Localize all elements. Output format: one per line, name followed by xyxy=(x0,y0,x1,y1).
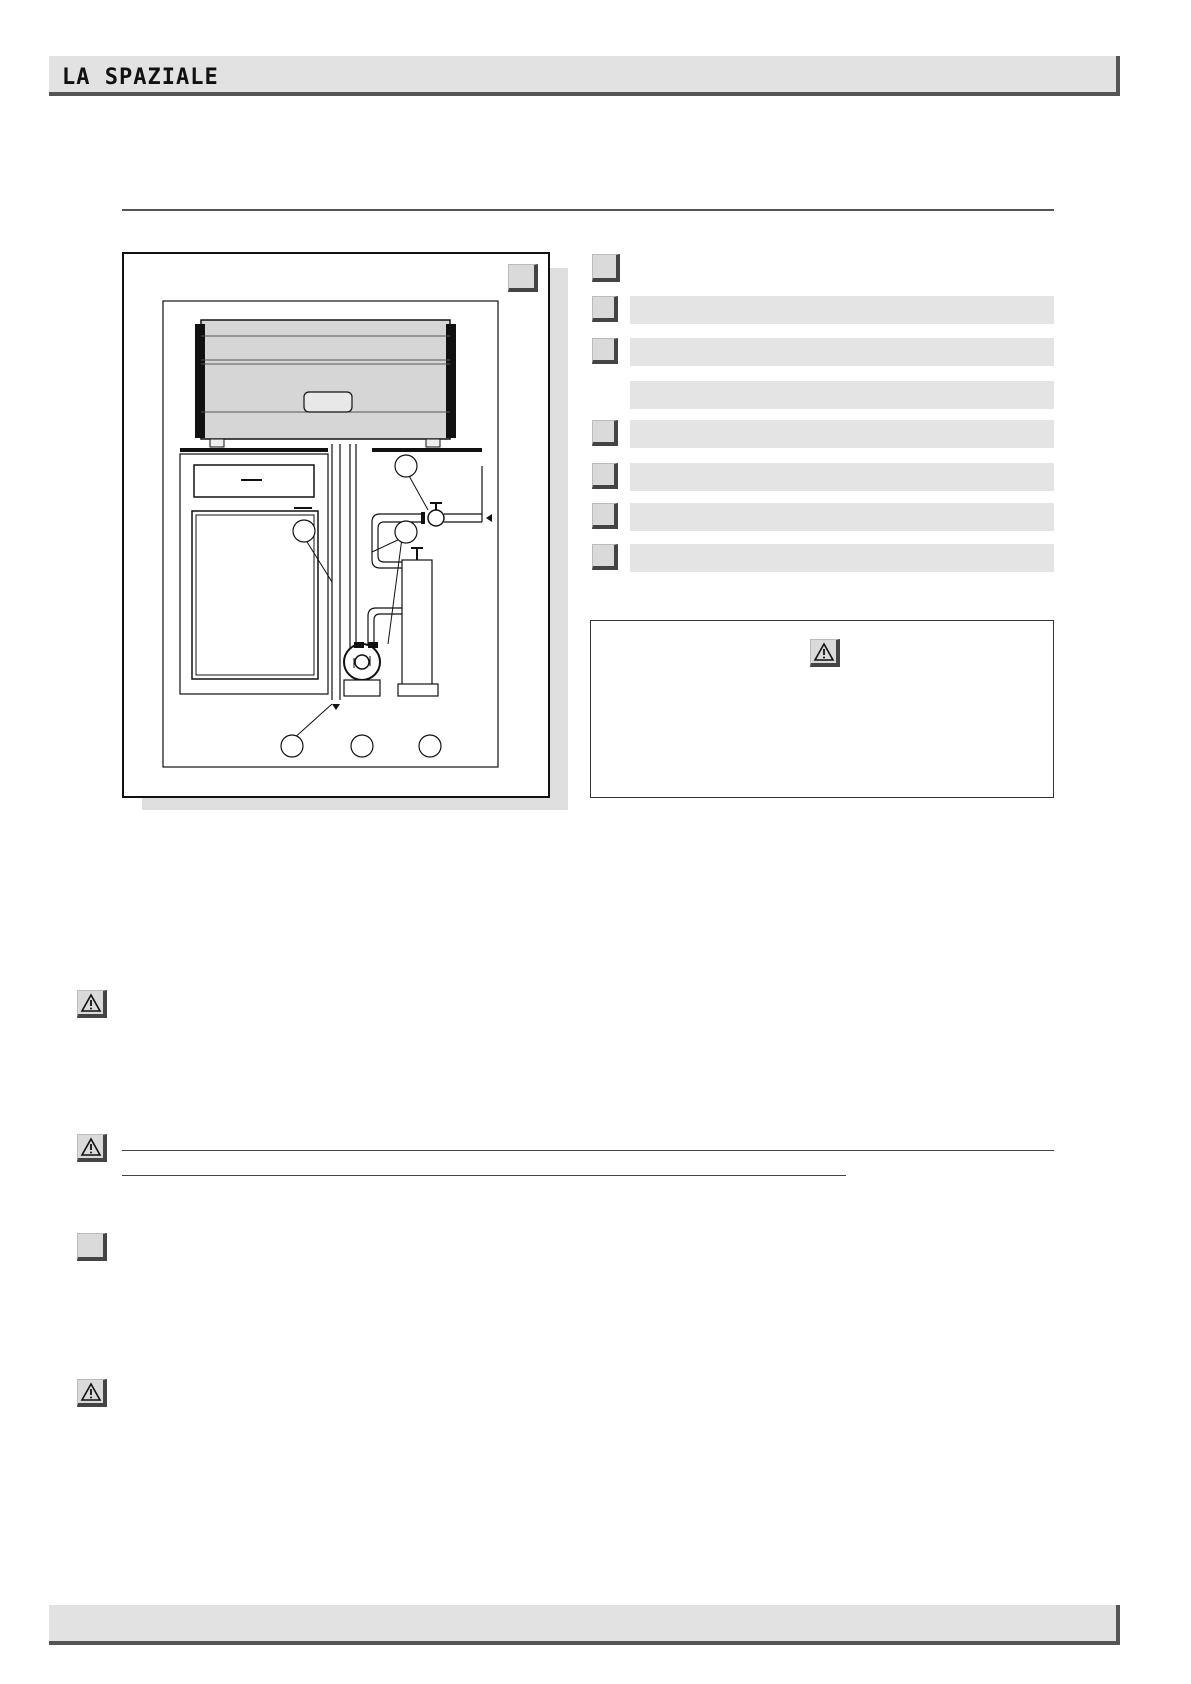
section-marker xyxy=(77,1233,107,1261)
legend-row-3 xyxy=(630,381,1054,409)
brand-text: LA SPAZIALE xyxy=(62,65,219,90)
legend-title-marker xyxy=(592,254,620,282)
legend-marker-6 xyxy=(592,503,618,529)
warning-triangle-icon xyxy=(77,1379,107,1407)
installation-diagram xyxy=(122,252,550,798)
section-rule xyxy=(122,209,1054,211)
legend-row-6 xyxy=(630,503,1054,531)
legend-row-5 xyxy=(630,463,1054,491)
legend-marker-2 xyxy=(592,338,618,364)
legend-row-7 xyxy=(630,544,1054,572)
legend-marker-5 xyxy=(592,463,618,489)
legend-marker-7 xyxy=(592,544,618,570)
legend-row-4 xyxy=(630,420,1054,448)
footer-bar xyxy=(49,1605,1120,1645)
brand-logo xyxy=(62,62,219,96)
rule-1 xyxy=(122,1150,1054,1151)
rule-2 xyxy=(122,1175,846,1176)
legend-marker-4 xyxy=(592,420,618,446)
warning-triangle-icon xyxy=(810,639,840,667)
legend-marker-1 xyxy=(592,296,618,322)
legend-row-1 xyxy=(630,296,1054,324)
warning-note-box xyxy=(590,620,1054,798)
warning-triangle-icon xyxy=(77,1134,107,1162)
brand-logo-mark xyxy=(62,62,219,90)
legend-row-2 xyxy=(630,338,1054,366)
warning-triangle-icon xyxy=(77,990,107,1018)
figure-frame xyxy=(122,252,550,798)
